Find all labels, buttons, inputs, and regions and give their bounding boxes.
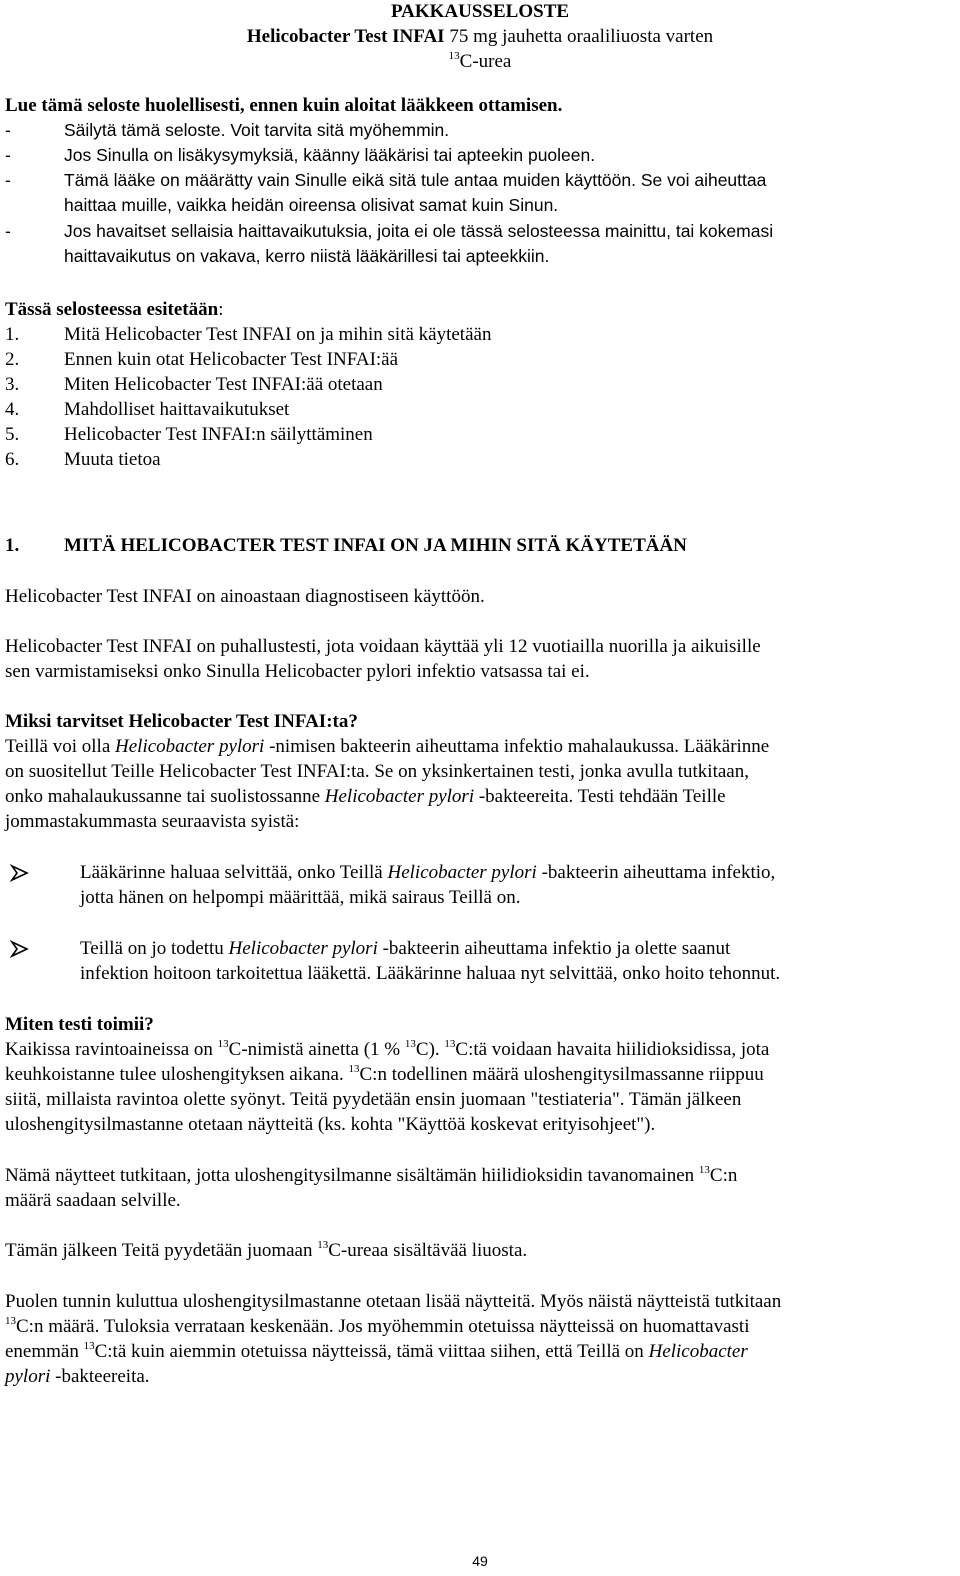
paragraph-line [5,1037,769,1062]
paragraph-line: Puolen tunnin kuluttua uloshengitysilmastanne otetaan lisää näytteitä. Myös näistä näytteistä tutkitaan [5,1291,782,1312]
species-name: pylori [5,1366,51,1387]
text-run: C:tä voidaan havaita hiilidioksidissa, jota [455,1039,770,1060]
intro-dash: - [5,145,11,165]
isotope-sup: 13 [5,1315,16,1327]
text-run: C:n todellinen määrä uloshengitysilmassanne riippuu [359,1064,764,1085]
text-run: -nimisen bakteerin aiheuttama infektio mahalaukussa. Lääkärinne [264,736,770,757]
isotope-sup: 13 [348,1063,360,1075]
text-run: C:n määrä. Tuloksia verrataan keskenään. Jos myöhemmin otetuissa näytteissä on huomattavasti [16,1316,750,1337]
paragraph-line [5,1062,764,1087]
paragraph-line: jommastakummasta seuraavista syistä: [5,811,300,832]
isotope-sup: 13 [448,50,460,62]
toc-heading-line [5,297,223,322]
toc-item: Ennen kuin otat Helicobacter Test INFAI:ää [64,349,399,370]
intro-dash: - [5,221,11,241]
toc-number: 4. [5,399,20,420]
intro-dash: - [5,120,11,140]
text-run: -bakteereita. [50,1366,150,1387]
paragraph-line [5,1238,527,1263]
species-name: Helicobacter [648,1341,748,1362]
text-run: C:tä kuin aiemmin otetuissa näytteissä, tämä viittaa siihen, että Teillä on [94,1341,649,1362]
intro-item: Tämä lääke on määrätty vain Sinulle eikä sitä tule antaa muiden käyttöön. Se voi aiheuttaa [64,170,767,190]
product-name: Helicobacter Test INFAI [246,26,445,47]
text-run: Kaikissa ravintoaineissa on [5,1039,218,1060]
species-name: Helicobacter pylori [387,862,537,883]
paragraph-line [5,1314,749,1339]
paragraph-line: siitä, millaista ravintoa olette syönyt. Teitä pyydetään ensin juomaan "testiateria". Tämän jälkeen [5,1089,742,1110]
page-number: 49 [472,1553,488,1569]
isotope-sup: 13 [404,1038,416,1050]
subheading-why: Miksi tarvitset Helicobacter Test INFAI:ta? [5,711,358,732]
isotope-sup: 13 [444,1038,456,1050]
substance-name: C-urea [459,51,512,72]
section-heading: MITÄ HELICOBACTER TEST INFAI ON JA MIHIN SITÄ KÄYTETÄÄN [64,535,687,556]
toc-item: Miten Helicobacter Test INFAI:ää otetaan [64,374,383,395]
bullet-line [80,860,775,885]
intro-dash: - [5,170,11,190]
text-run: enemmän [5,1341,84,1362]
text-run: -bakteerin aiheuttama infektio ja olette saanut [377,938,731,959]
section-number: 1. [5,535,20,556]
bullet-line-cont: infektion hoitoon tarkoitettua lääkettä. Lääkärinne haluaa nyt selvittää, onko hoito tehonnut. [80,963,781,984]
arrow-bullet-icon [10,939,30,959]
toc-number: 1. [5,324,20,345]
toc-item: Mahdolliset haittavaikutukset [64,399,290,420]
text-run: Tämän jälkeen Teitä pyydetään juomaan [5,1240,318,1261]
text-run: Teillä voi olla [5,736,116,757]
text-run: Teillä on jo todettu [80,938,229,959]
text-run: C). [415,1039,445,1060]
isotope-sup: 13 [698,1164,710,1176]
text-run: -bakteereita. Testi tehdään Teille [474,786,726,807]
intro-item-cont: haittaa muille, vaikka heidän oireensa olisivat samat kuin Sinun. [64,195,559,215]
text-run: Lääkärinne haluaa selvittää, onko Teillä [80,862,388,883]
paragraph-line [5,1163,737,1188]
isotope-sup: 13 [83,1340,95,1352]
intro-item-cont: haittavaikutus on vakava, kerro niistä lääkärillesi tai apteekkiin. [64,246,550,266]
species-name: Helicobacter pylori [228,938,378,959]
intro-lead: Lue tämä seloste huolellisesti, ennen kuin aloitat lääkkeen ottamisen. [5,95,563,116]
paragraph-line [5,1364,150,1389]
text-run: -bakteerin aiheuttama infektio, [536,862,776,883]
intro-item: Jos Sinulla on lisäkysymyksiä, käänny lääkärisi tai apteekin puoleen. [64,145,596,165]
toc-number: 6. [5,449,20,470]
isotope-sup: 13 [217,1038,229,1050]
toc-heading: Tässä selosteessa esitetään [5,299,219,320]
arrow-bullet-icon [10,863,30,883]
product-description: 75 mg jauhetta oraaliliuosta varten [444,26,714,47]
paragraph-line: sen varmistamiseksi onko Sinulla Helicobacter pylori infektio vatsassa tai ei. [5,661,590,682]
paragraph-line: uloshengitysilmastanne otetaan näytteitä (ks. kohta "Käyttöä koskevat erityisohjeet"). [5,1114,656,1135]
bullet-line-cont: jotta hänen on helpompi määrittää, mikä sairaus Teillä on. [80,887,521,908]
text-run: keuhkoistanne tulee uloshengityksen aikana. [5,1064,349,1085]
paragraph-line: määrä saadaan selville. [5,1190,181,1211]
toc-number: 5. [5,424,20,445]
toc-number: 2. [5,349,20,370]
paragraph-line [5,734,769,759]
isotope-sup: 13 [317,1239,329,1251]
species-name: Helicobacter pylori [324,786,475,807]
toc-item: Helicobacter Test INFAI:n säilyttäminen [64,424,373,445]
paragraph-line: on suositellut Teille Helicobacter Test INFAI:ta. Se on yksinkertainen testi, jonka avulla tutkitaan, [5,761,749,782]
text-run: C-nimistä ainetta (1 % [228,1039,405,1060]
intro-item: Jos havaitset sellaisia haittavaikutuksia, joita ei ole tässä selosteessa mainittu, tai kokemasi [64,221,774,241]
paragraph-line [5,1339,748,1364]
toc-colon: : [218,299,224,320]
text-run: C:n [709,1165,738,1186]
paragraph: Helicobacter Test INFAI on ainoastaan diagnostiseen käyttöön. [5,586,485,607]
text-run: onko mahalaukussanne tai suolistossanne [5,786,325,807]
toc-item: Mitä Helicobacter Test INFAI on ja mihin sitä käytetään [64,324,492,345]
subheading-how: Miten testi toimii? [5,1014,154,1035]
species-name: Helicobacter pylori [115,736,265,757]
intro-item: Säilytä tämä seloste. Voit tarvita sitä myöhemmin. [64,120,450,140]
paragraph-line [5,784,726,809]
bullet-line [80,936,730,961]
text-run: Nämä näytteet tutkitaan, jotta uloshengitysilmanne sisältämän hiilidioksidin tavanomainen [5,1165,699,1186]
toc-item: Muuta tietoa [64,449,161,470]
product-substance [0,49,960,74]
leaflet-title: PAKKAUSSELOSTE [390,1,570,22]
paragraph-line: Helicobacter Test INFAI on puhallustesti, jota voidaan käyttää yli 12 vuotiailla nuorilla ja aikuisille [5,636,761,657]
text-run: C-ureaa sisältävää liuosta. [328,1240,528,1261]
product-line [0,24,960,49]
toc-number: 3. [5,374,20,395]
